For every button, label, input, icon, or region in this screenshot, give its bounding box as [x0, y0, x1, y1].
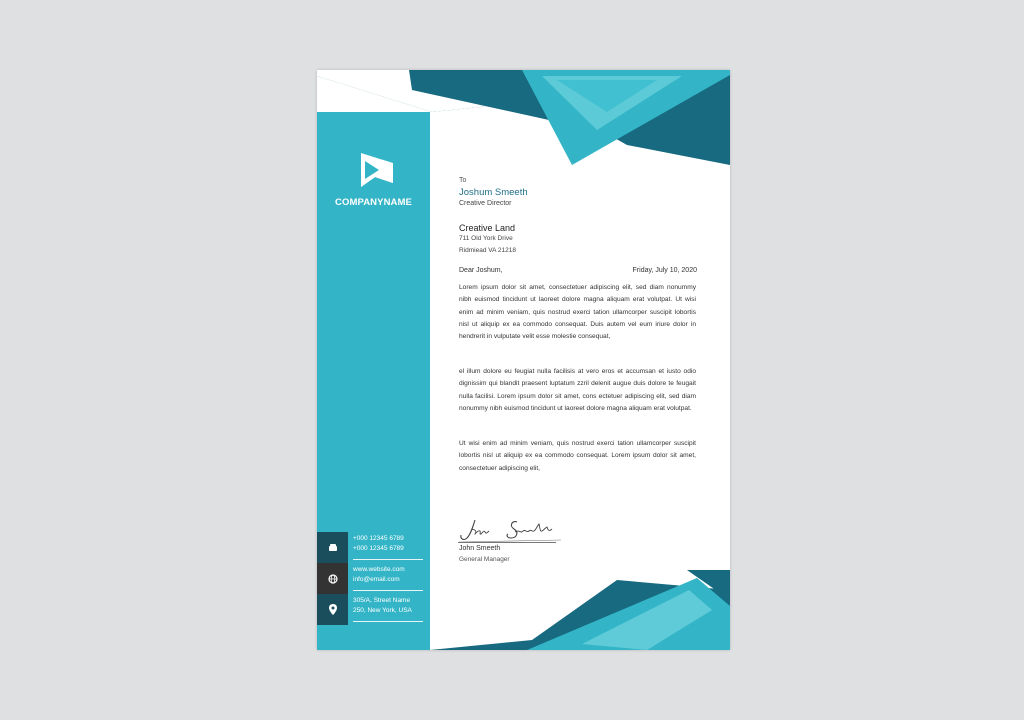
signature-graphic — [457, 516, 567, 544]
paragraph-1: Lorem ipsum dolor sit amet, consectetuer adipiscing elit, sed diam nonummy nibh euismod tincidunt ut laoreet dolore magna aliquam erat volutpat. Ut wisi enim ad minim veniam, quis nostrud exerci tation ullamcorper suscipit lobortis nisl ut aliquip ex ea commodo consequat. Duis autem vel eum iriure dolor in hendrerit in vulputate velit esse molestie consequat, — [459, 284, 696, 341]
play-logo-icon — [361, 153, 393, 187]
address-line-1: 305/A, Street Name — [353, 597, 411, 604]
website-text: www.website.com — [353, 566, 405, 573]
letter-date: Friday, July 10, 2020 — [632, 267, 697, 274]
phone-line-1: +000 12345 6789 — [353, 535, 404, 542]
paragraph-3: Ut wisi enim ad minim veniam, quis nostrud exerci tation ullamcorper suscipit lobortis nisl ut aliquip ex ea commodo consequat. Lorem ipsum dolor sit amet, consectetuer adipiscing elit, — [459, 440, 696, 472]
bottom-decoration — [317, 570, 730, 650]
recipient-name: Joshum Smeeth — [459, 187, 528, 198]
phone-line-2: +000 12345 6789 — [353, 545, 404, 552]
signer-name: John Smeeth — [459, 545, 501, 552]
recipient-address-line-2: Ridmiead VA 21218 — [459, 247, 516, 254]
recipient-title: Creative Director — [459, 200, 512, 207]
address-line-2: 250, New York, USA — [353, 607, 412, 614]
signer-title: General Manager — [459, 556, 510, 563]
recipient-company: Creative Land — [459, 223, 516, 233]
signature-line — [458, 542, 556, 543]
email-text: info@email.com — [353, 576, 400, 583]
recipient-address-line-1: 711 Old York Drive — [459, 235, 513, 242]
phone-icon — [317, 532, 348, 563]
contact-phone-row — [317, 532, 430, 563]
letterhead-page — [317, 70, 730, 650]
to-label: To — [459, 177, 467, 184]
divider — [353, 559, 423, 560]
salutation: Dear Joshum, — [459, 267, 503, 274]
company-name: COMPANYNAME — [335, 197, 412, 208]
phone-numbers — [353, 534, 423, 554]
paragraph-2: el illum dolore eu feugiat nulla facilisis at vero eros et accumsan et iusto odio dignissim qui blandit praesent luptatum zzril delenit augue duis dolore te feugait nulla facilisi. Lorem ipsum dolor sit amet, cons ectetuer adipiscing elit, sed diam nonummy nibh euismod tincidunt ut laoreet dolore magna aliquam erat volutpat. — [459, 368, 696, 412]
